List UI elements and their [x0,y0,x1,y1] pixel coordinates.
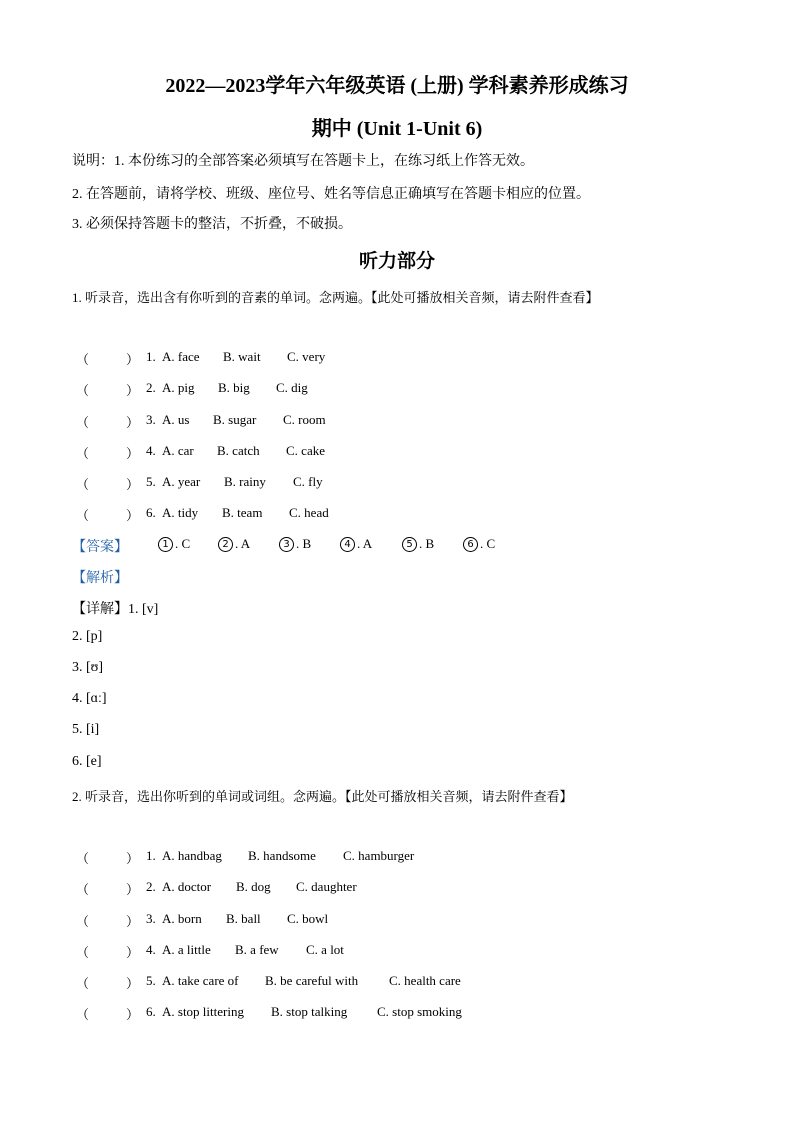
option-c: C. fly [293,474,323,489]
paren-close: ） [126,1007,140,1022]
option-b: B. a few [235,942,279,957]
item-number: 2. [146,380,156,395]
answer-value: . C [480,536,496,551]
option-b: B. big [218,380,250,395]
item-number: 6. [146,505,156,520]
paren-open: （ [76,477,90,492]
answer-value: . C [175,536,191,551]
option-b: B. be careful with [265,973,359,988]
detail-line [72,598,158,618]
option-a: A. a little [162,942,211,957]
note-line: 2. 在答题前，请将学校、班级、座位号、姓名等信息正确填写在答题卡相应的位置。 [72,187,590,202]
option-b: B. stop talking [271,1004,348,1019]
option-c: C. hamburger [343,848,415,863]
list-item [72,380,672,398]
option-c: C. daughter [296,879,357,894]
number-circle: 5 [402,537,417,552]
option-a: A. born [162,911,202,926]
item-number: 2. [146,879,156,894]
option-a: A. year [162,474,201,489]
option-b: B. rainy [224,474,266,489]
analysis-label: 【解析】 [72,571,128,586]
list-item [72,505,672,523]
item-number: 3. [146,412,156,427]
option-c: C. stop smoking [377,1004,462,1019]
option-b: B. team [222,505,263,520]
list-item [72,973,672,991]
option-b: B. ball [226,911,261,926]
paren-open: （ [76,383,90,398]
option-a: A. doctor [162,879,212,894]
question-prompt: 2. 听录音，选出你听到的单词或词组。念两遍。【此处可播放相关音频，请去附件查看】 [72,789,573,804]
paren-close: ） [126,945,140,960]
list-item [72,879,672,897]
paren-close: ） [126,446,140,461]
answer-value: . A [357,536,373,551]
item-number: 4. [146,443,156,458]
detail-line: 2. [p] [72,629,103,644]
paren-open: （ [76,976,90,991]
paren-open: （ [76,415,90,430]
paren-close: ） [126,508,140,523]
number-circle: 1 [158,537,173,552]
answer-value: . A [235,536,251,551]
option-a: A. stop littering [162,1004,244,1019]
number-circle: 6 [463,537,478,552]
detail-label: 【详解】 [72,602,128,617]
number-circle: 2 [218,537,233,552]
answer-item [158,536,190,552]
answer-item [463,536,495,552]
detail-line: 6. [e] [72,754,102,769]
section-title: 听力部分 [358,251,435,272]
answer-row [72,536,672,554]
detail-line: 5. [i] [72,722,100,737]
paren-close: ） [126,882,140,897]
option-b: B. sugar [213,412,257,427]
option-a: A. pig [162,380,195,395]
list-item [72,474,672,492]
option-a: A. tidy [162,505,199,520]
number-circle: 3 [279,537,294,552]
option-a: A. take care of [162,973,239,988]
option-c: C. bowl [287,911,329,926]
paren-open: （ [76,914,90,929]
answer-item [218,536,250,552]
paren-close: ） [126,415,140,430]
detail-line: 4. [ɑː] [72,691,107,706]
number-circle: 4 [340,537,355,552]
list-item [72,412,672,430]
option-c: C. health care [389,973,461,988]
page-subtitle: 期中 (Unit 1-Unit 6) [311,118,483,140]
option-c: C. cake [286,443,325,458]
option-c: C. head [289,505,329,520]
item-number: 5. [146,973,156,988]
option-c: C. very [287,349,326,364]
paren-open: （ [76,446,90,461]
item-number: 1. [146,848,156,863]
answer-item [279,536,311,552]
option-a: A. handbag [162,848,222,863]
note-line: 说明：1. 本份练习的全部答案必须填写在答题卡上，在练习纸上作答无效。 [72,154,534,169]
paren-close: ） [126,383,140,398]
answer-value: . B [419,536,435,551]
option-b: B. wait [223,349,261,364]
answer-value: . B [296,536,312,551]
paren-open: （ [76,508,90,523]
item-number: 4. [146,942,156,957]
option-b: B. dog [236,879,271,894]
item-number: 1. [146,349,156,364]
option-a: A. car [162,443,194,458]
paren-open: （ [76,851,90,866]
option-b: B. handsome [248,848,316,863]
option-c: C. a lot [306,942,344,957]
option-a: A. face [162,349,200,364]
paren-open: （ [76,882,90,897]
paren-close: ） [126,914,140,929]
option-b: B. catch [217,443,260,458]
detail-line: 3. [ʊ] [72,660,104,675]
list-item [72,443,672,461]
answer-label: 【答案】 [72,540,128,555]
list-item [72,349,672,367]
detail-value: 1. [v] [128,602,159,617]
paren-open: （ [76,352,90,367]
question-prompt: 1. 听录音，选出含有你听到的音素的单词。念两遍。【此处可播放相关音频，请去附件查看】 [72,290,599,305]
item-number: 6. [146,1004,156,1019]
answer-item [340,536,372,552]
answer-item [402,536,434,552]
paren-close: ） [126,352,140,367]
paren-open: （ [76,1007,90,1022]
page-title: 2022—2023学年六年级英语 (上册) 学科素养形成练习 [165,75,629,97]
list-item [72,911,672,929]
paren-close: ） [126,851,140,866]
list-item [72,1004,672,1022]
note-line: 3. 必须保持答题卡的整洁，不折叠，不破损。 [72,217,352,232]
item-number: 3. [146,911,156,926]
option-a: A. us [162,412,190,427]
item-number: 5. [146,474,156,489]
paren-close: ） [126,976,140,991]
list-item [72,942,672,960]
paren-open: （ [76,945,90,960]
list-item [72,848,672,866]
option-c: C. dig [276,380,308,395]
paren-close: ） [126,477,140,492]
option-c: C. room [283,412,326,427]
